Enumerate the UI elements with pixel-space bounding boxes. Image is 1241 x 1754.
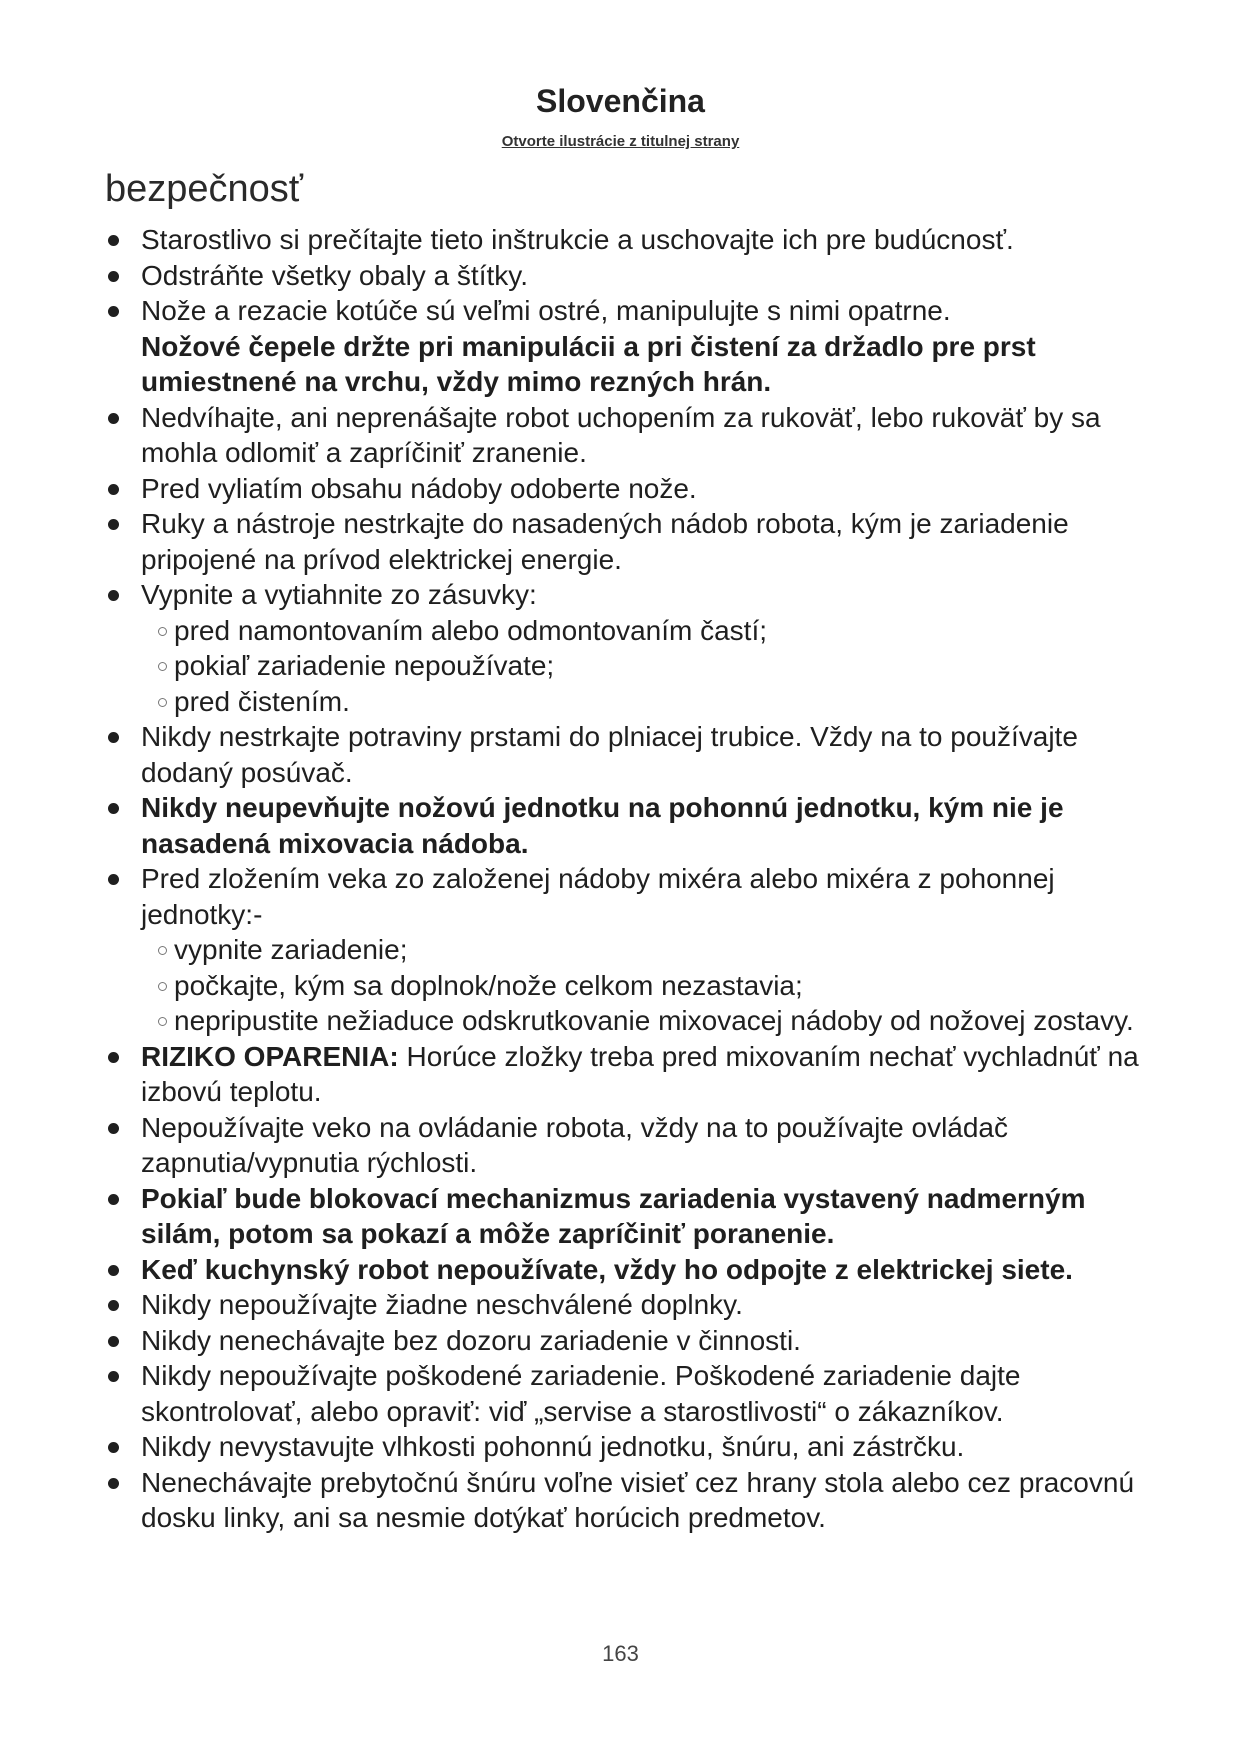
item-text: Horúce zložky treba pred mixovaním nechať vychladnúť na izbovú teplotu.	[141, 1040, 1139, 1107]
bullet-icon	[108, 803, 119, 814]
item-text: Starostlivo si prečítajte tieto inštrukcie a uschovajte ich pre budúcnosť.	[141, 224, 1014, 255]
scald-risk-label: RIZIKO OPARENIA:	[141, 1040, 399, 1072]
item-text: Ruky a nástroje nestrkajte do nasadených nádob robota, kým je zariadenie pripojené na prívod elektrickej energie.	[141, 508, 1069, 575]
sub-list-item	[141, 932, 1165, 968]
list-item	[105, 1358, 1165, 1429]
sub-list-item	[141, 684, 1165, 720]
item-text: Pokiaľ bude blokovací mechanizmus zariadenia vystavený nadmerným silám, potom sa pokazí a môže zapríčiniť poranenie.	[141, 1182, 1086, 1249]
circle-bullet-icon	[158, 627, 167, 636]
bullet-icon	[108, 1194, 119, 1205]
list-item	[105, 577, 1165, 719]
sub-list-item	[141, 648, 1165, 684]
page-title: Slovenčina	[536, 83, 705, 119]
item-text: Keď kuchynský robot nepoužívate, vždy ho odpojte z elektrickej siete.	[141, 1253, 1073, 1285]
list-item	[105, 1110, 1165, 1181]
list-item	[105, 1465, 1165, 1536]
safety-list	[105, 222, 1165, 1536]
bullet-icon	[108, 1371, 119, 1382]
item-text: Pred zložením veka zo založenej nádoby mixéra alebo mixéra z pohonnej jednotky:-	[141, 863, 1055, 930]
bullet-icon	[108, 519, 119, 530]
item-text: Nikdy nepoužívajte žiadne neschválené doplnky.	[141, 1289, 743, 1320]
item-text: Nikdy neupevňujte nožovú jednotku na pohonnú jednotku, kým nie je nasadená mixovacia nádoba.	[141, 792, 1064, 859]
list-item	[105, 790, 1165, 861]
bullet-icon	[108, 413, 119, 424]
bullet-icon	[108, 1478, 119, 1489]
item-warning-bold: Nožové čepele držte pri manipulácii a pri čistení za držadlo pre prst umiestnené na vrchu, vždy mimo rezných hrán.	[141, 330, 1036, 397]
page-number: 163	[602, 1641, 639, 1666]
item-text: Vypnite a vytiahnite zo zásuvky:	[141, 579, 537, 610]
bullet-icon	[108, 1052, 119, 1063]
sub-list-item	[141, 968, 1165, 1004]
sub-list-item	[141, 1003, 1165, 1039]
list-item	[105, 293, 1165, 400]
sub-list-item	[141, 613, 1165, 649]
bullet-icon	[108, 1123, 119, 1134]
bullet-icon	[108, 590, 119, 601]
item-text: Nenechávajte prebytočnú šnúru voľne visieť cez hrany stola alebo cez pracovnú dosku linky, ani sa nesmie dotýkať horúcich predmetov.	[141, 1466, 1135, 1533]
list-item	[105, 471, 1165, 507]
circle-bullet-icon	[158, 982, 167, 991]
sub-list	[141, 932, 1165, 1039]
circle-bullet-icon	[158, 1017, 167, 1026]
bullet-icon	[108, 1442, 119, 1453]
circle-bullet-icon	[158, 662, 167, 671]
sub-item-text: nepripustite nežiaduce odskrutkovanie mixovacej nádoby od nožovej zostavy.	[174, 1005, 1134, 1036]
item-text: Nepoužívajte veko na ovládanie robota, vždy na to používajte ovládač zapnutia/vypnutia rýchlosti.	[141, 1111, 1009, 1178]
sub-item-text: pokiaľ zariadenie nepoužívate;	[174, 650, 555, 681]
safety-content	[105, 222, 1165, 1536]
bullet-icon	[108, 1265, 119, 1276]
circle-bullet-icon	[158, 698, 167, 707]
list-item	[105, 861, 1165, 1039]
sub-item-text: počkajte, kým sa doplnok/nože celkom nezastavia;	[174, 969, 803, 1001]
list-item	[105, 1039, 1165, 1110]
bullet-icon	[108, 484, 119, 495]
sub-list	[141, 613, 1165, 720]
list-item	[105, 1252, 1165, 1288]
item-text: Pred vyliatím obsahu nádoby odoberte nože.	[141, 472, 697, 504]
list-item	[105, 1287, 1165, 1323]
list-item	[105, 258, 1165, 294]
sub-item-text: vypnite zariadenie;	[174, 934, 408, 965]
item-text: Nikdy nestrkajte potraviny prstami do plniacej trubice. Vždy na to používajte dodaný posúvač.	[141, 721, 1078, 788]
list-item	[105, 1429, 1165, 1465]
item-text: Nedvíhajte, ani neprenášajte robot uchopením za rukoväť, lebo rukoväť by sa mohla odlomiť a zapríčiniť zranenie.	[141, 401, 1101, 468]
item-text: Nikdy nepoužívajte poškodené zariadenie. Poškodené zariadenie dajte skontrolovať, alebo opraviť: viď „servise a starostlivosti“ o zákazníkov.	[141, 1360, 1021, 1427]
sub-item-text: pred namontovaním alebo odmontovaním častí;	[174, 614, 768, 646]
item-text: Nikdy nevystavujte vlhkosti pohonnú jednotku, šnúru, ani zástrčku.	[141, 1431, 965, 1462]
list-item	[105, 719, 1165, 790]
item-text: Nikdy nenechávajte bez dozoru zariadenie v činnosti.	[141, 1324, 801, 1356]
bullet-icon	[108, 732, 119, 743]
title-page-illustrations-note: Otvorte ilustrácie z titulnej strany	[501, 133, 740, 150]
circle-bullet-icon	[158, 946, 167, 955]
bullet-icon	[108, 235, 119, 246]
list-item	[105, 1181, 1165, 1252]
bullet-icon	[108, 1300, 119, 1311]
sub-item-text: pred čistením.	[174, 685, 350, 717]
list-item	[105, 506, 1165, 577]
section-heading: bezpečnosť	[105, 168, 304, 210]
list-item	[105, 1323, 1165, 1359]
bullet-icon	[108, 874, 119, 885]
item-text: Nože a rezacie kotúče sú veľmi ostré, manipulujte s nimi opatrne.	[141, 295, 951, 326]
list-item	[105, 222, 1165, 258]
bullet-icon	[108, 1336, 119, 1347]
bullet-icon	[108, 306, 119, 317]
list-item	[105, 400, 1165, 471]
item-text: Odstráňte všetky obaly a štítky.	[141, 259, 528, 291]
bullet-icon	[108, 271, 119, 282]
